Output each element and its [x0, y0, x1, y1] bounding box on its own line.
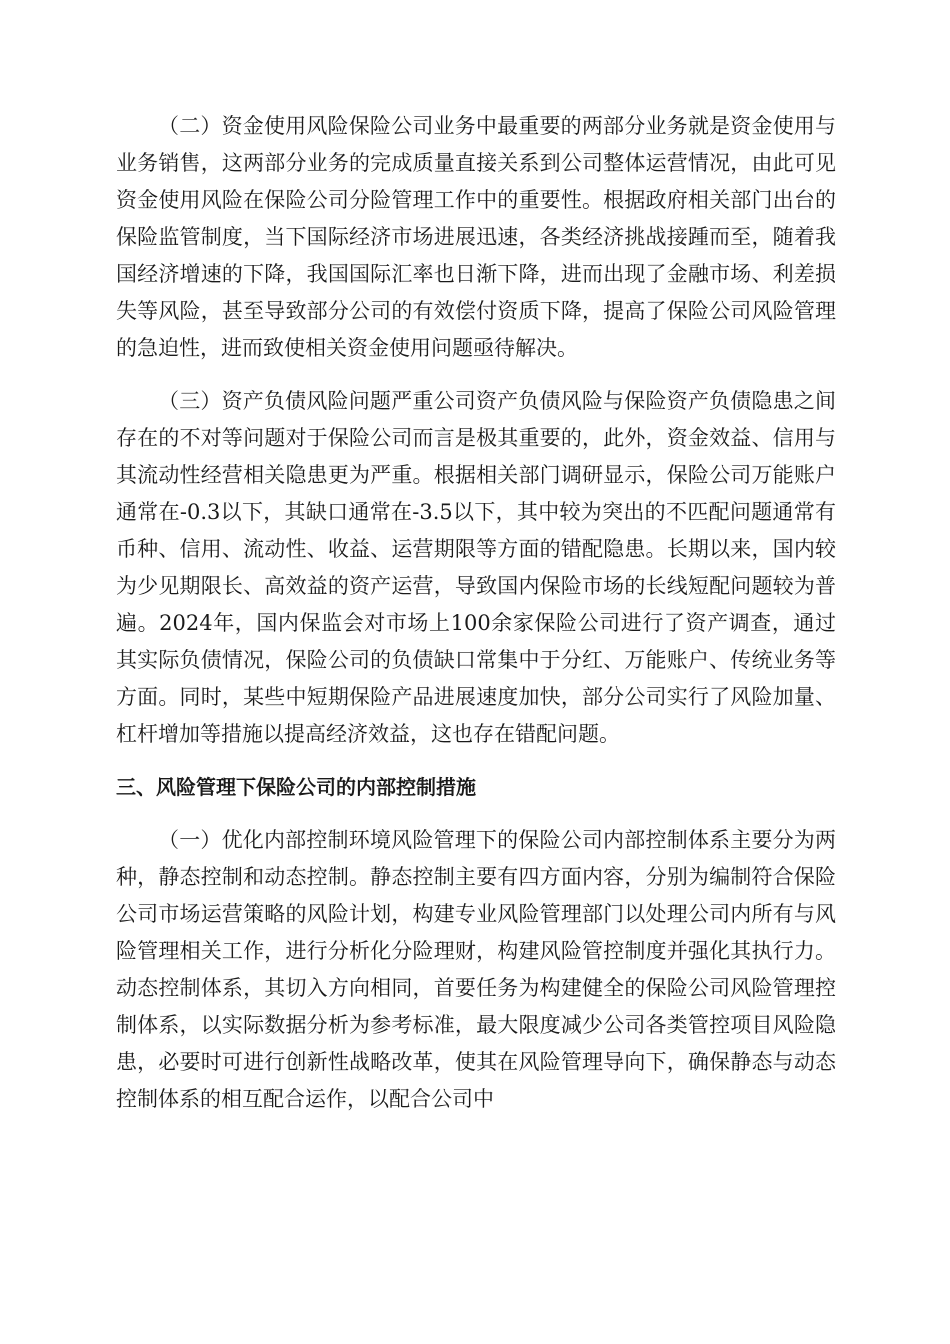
document-body	[116, 108, 836, 1134]
paragraph-internal-control: （一）优化内部控制环境风险管理下的保险公司内部控制体系主要分为两种，静态控制和动态控制。静态控制主要有四方面内容，分别为编制符合保险公司市场运营策略的风险计划，构建专业风险管理部门以处理公司内所有与风险管理相关工作，进行分析化分险理财，构建风险管控制度并强化其执行力。动态控制体系，其切入方向相同，首要任务为构建健全的保险公司风险管理控制体系，以实际数据分析为参考标准，最大限度减少公司各类管控项目风险隐患，必要时可进行创新性战略改革，使其在风险管理导向下，确保静态与动态控制体系的相互配合运作，以配合公司中	[116, 828, 836, 1111]
paragraph-capital-risk: （二）资金使用风险保险公司业务中最重要的两部分业务就是资金使用与业务销售，这两部分业务的完成质量直接关系到公司整体运营情况，由此可见资金使用风险在保险公司分险管理工作中的重要性。根据政府相关部门出台的保险监管制度，当下国际经济市场进展迅速，各类经济挑战接踵而至，随着我国经济增速的下降，我国国际汇率也日渐下降，进而出现了金融市场、利差损失等风险，甚至导致部分公司的有效偿付资质下降，提高了保险公司风险管理的急迫性，进而致使相关资金使用问题亟待解决。	[116, 114, 836, 360]
section-heading: 三、风险管理下保险公司的内部控制措施	[116, 775, 476, 799]
paragraph-asset-liability-risk: （三）资产负债风险问题严重公司资产负债风险与保险资产负债隐患之间存在的不对等问题对于保险公司而言是极其重要的，此外，资金效益、信用与其流动性经营相关隐患更为严重。根据相关部门调研显示，保险公司万能账户通常在-0.3以下，其缺口通常在-3.5以下，其中较为突出的不匹配问题通常有币种、信用、流动性、收益、运营期限等方面的错配隐患。长期以来，国内较为少见期限长、高效益的资产运营，导致国内保险市场的长线短配问题较为普遍。2024年，国内保监会对市场上100余家保险公司进行了资产调查，通过其实际负债情况，保险公司的负债缺口常集中于分红、万能账户、传统业务等方面。同时，某些中短期保险产品进展速度加快，部分公司实行了风险加量、杠杆增加等措施以提高经济效益，这也存在错配问题。	[116, 389, 836, 746]
